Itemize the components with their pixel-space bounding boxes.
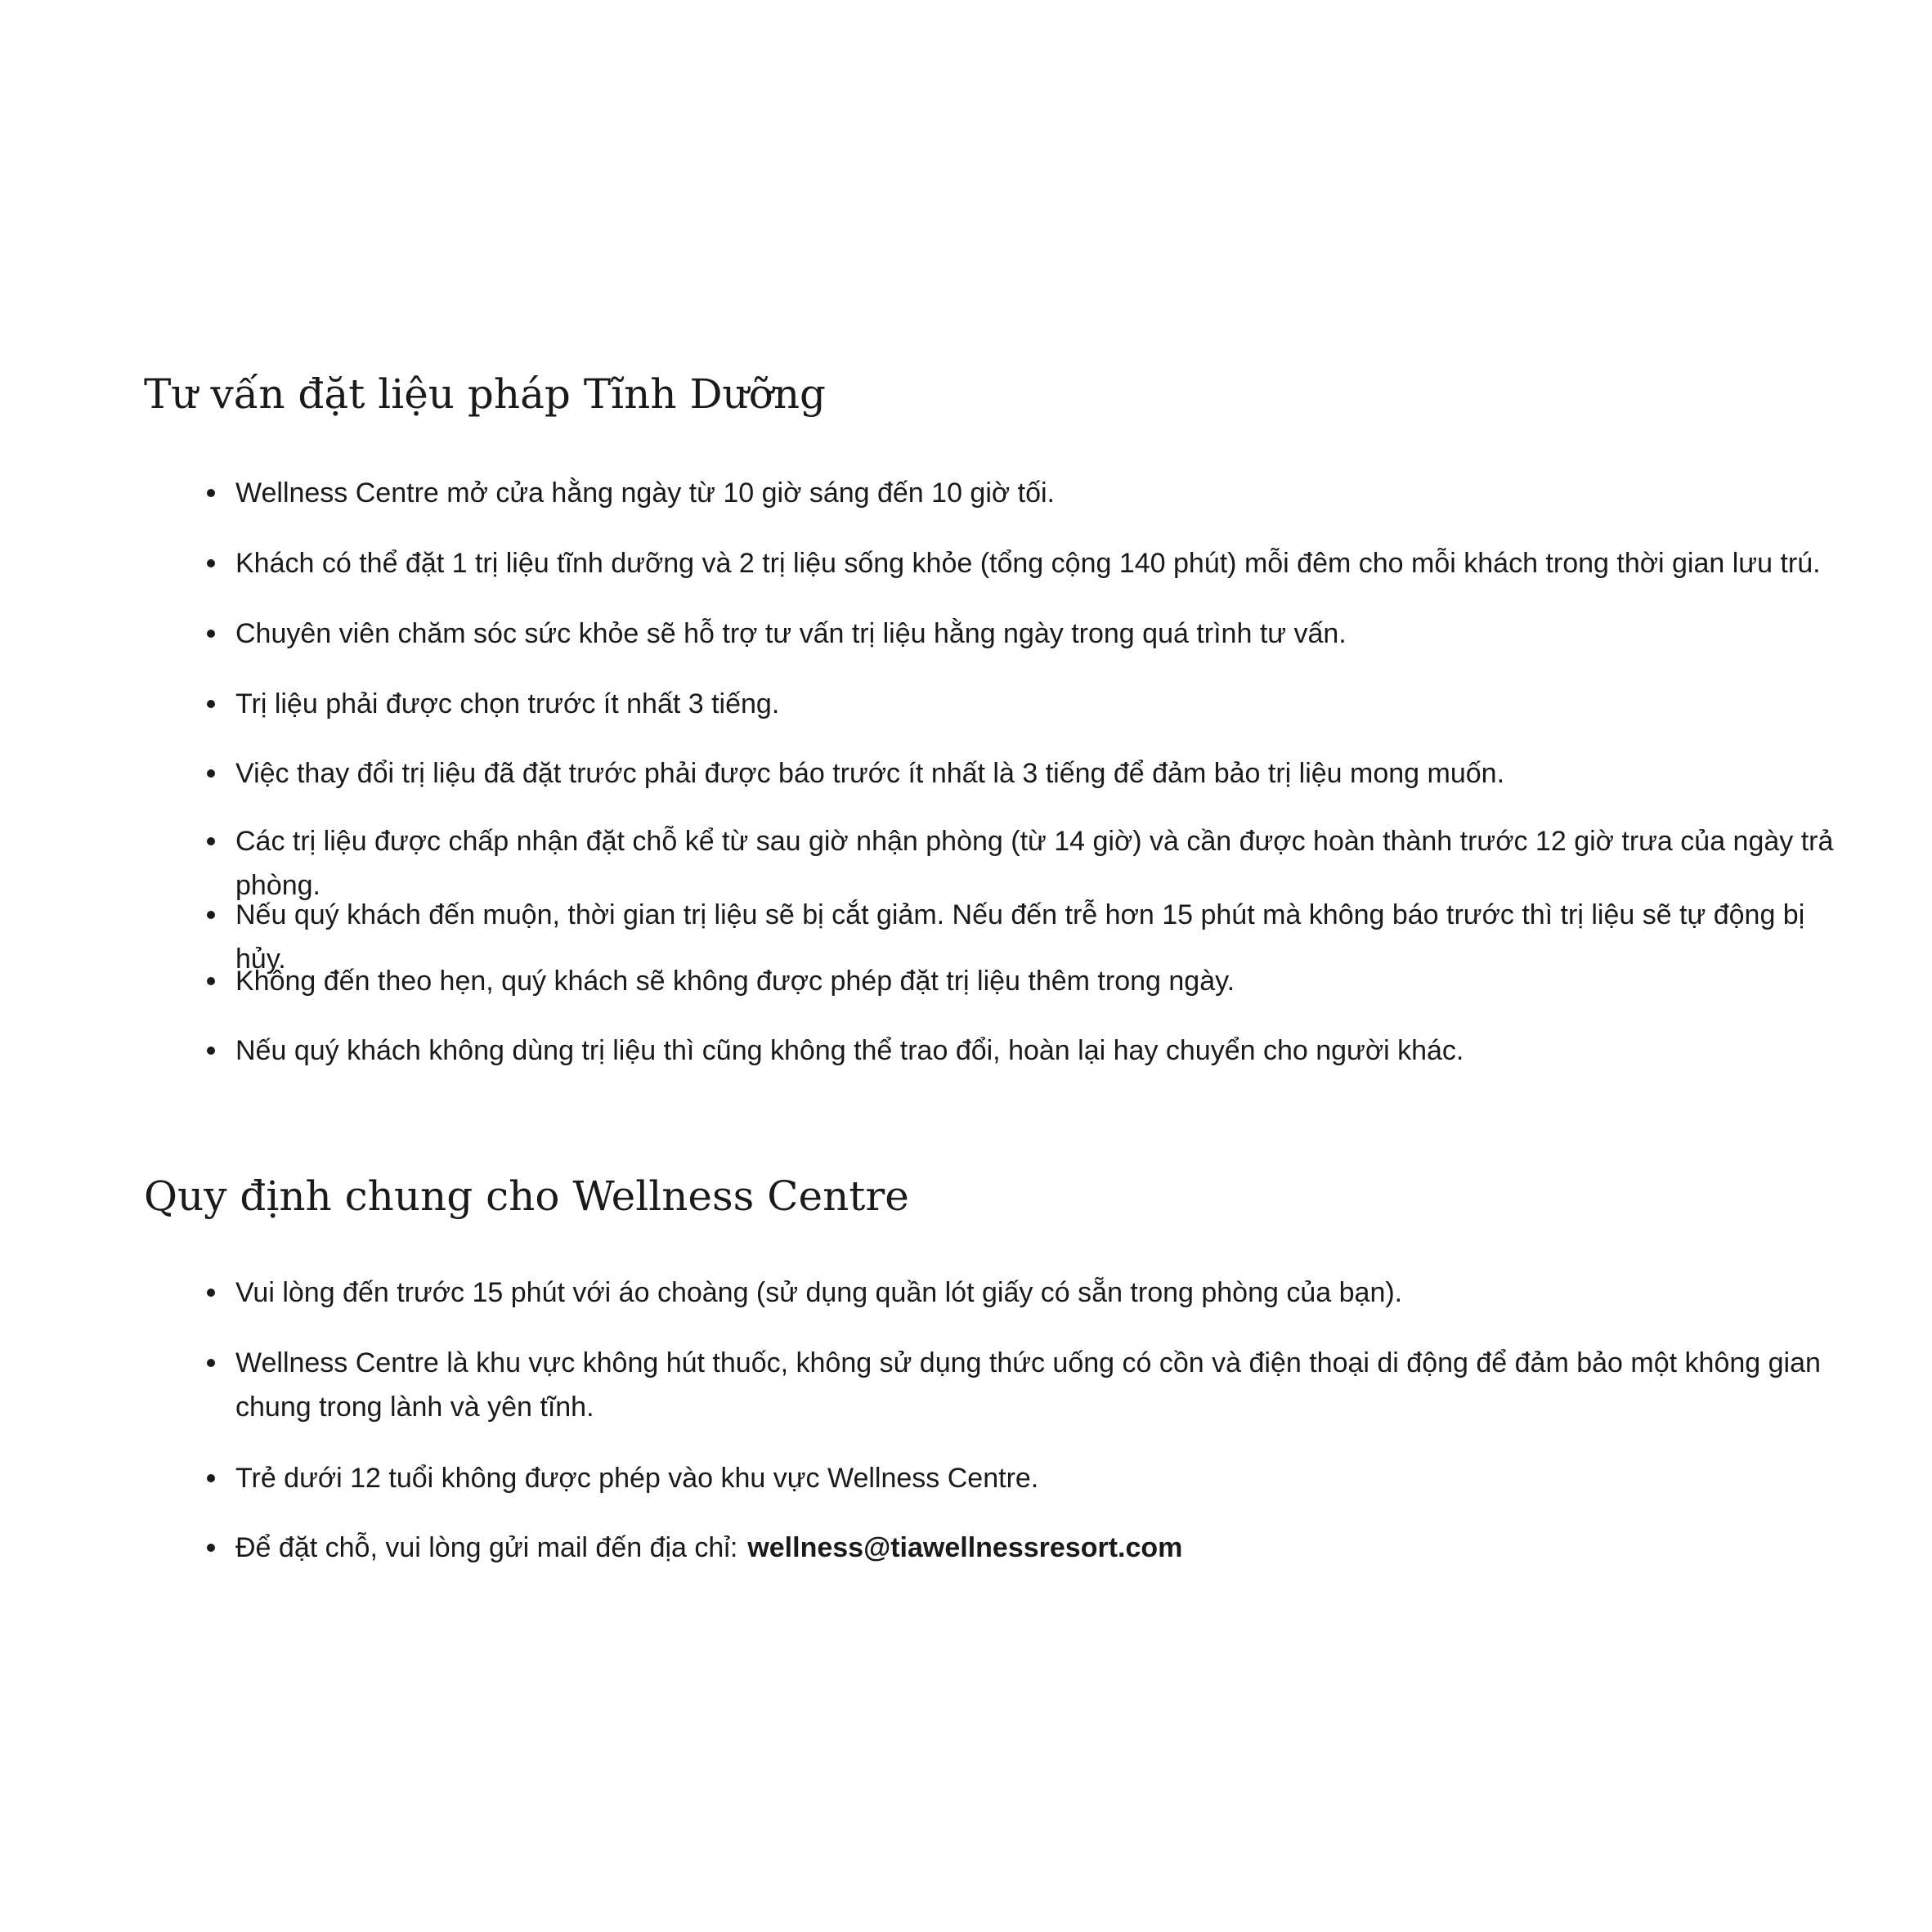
list-item: Wellness Centre là khu vực không hút thuốc, không sử dụng thức uống có cồn và điện thoại di động để đảm bảo một không gian chung trong lành và yên tĩnh.: [201, 1341, 1845, 1429]
list-item: Chuyên viên chăm sóc sức khỏe sẽ hỗ trợ tư vấn trị liệu hằng ngày trong quá trình tư vấn.: [201, 612, 1845, 656]
bullet-icon: [207, 769, 215, 778]
booking-instruction: Để đặt chỗ, vui lòng gửi mail đến địa chỉ:: [235, 1532, 738, 1563]
list-item: Không đến theo hẹn, quý khách sẽ không được phép đặt trị liệu thêm trong ngày.: [201, 959, 1845, 1003]
list-item: Trị liệu phải được chọn trước ít nhất 3 tiếng.: [201, 682, 1845, 726]
list-item: [201, 1526, 1845, 1570]
section-title-general-rules: Quy định chung cho Wellness Centre: [144, 1172, 909, 1220]
bullet-icon: [207, 1359, 215, 1367]
bullet-icon: [207, 837, 215, 845]
list-item: Việc thay đổi trị liệu đã đặt trước phải được báo trước ít nhất là 3 tiếng để đảm bảo trị liệu mong muốn.: [201, 751, 1845, 796]
list-item: Vui lòng đến trước 15 phút với áo choàng (sử dụng quần lót giấy có sẵn trong phòng của bạn).: [201, 1271, 1845, 1315]
section-title-treatment-booking: Tư vấn đặt liệu pháp Tĩnh Dưỡng: [144, 370, 827, 418]
bullet-icon: [207, 1474, 215, 1482]
booking-email-link[interactable]: wellness@tiawellnessresort.com: [747, 1532, 1183, 1563]
list-item: Các trị liệu được chấp nhận đặt chỗ kể từ sau giờ nhận phòng (từ 14 giờ) và cần được hoàn thành trước 12 giờ trưa của ngày trả phòng.: [201, 819, 1845, 908]
bullet-icon: [207, 1289, 215, 1297]
bullet-icon: [207, 977, 215, 985]
list-item: Nếu quý khách đến muộn, thời gian trị liệu sẽ bị cắt giảm. Nếu đến trễ hơn 15 phút mà không báo trước thì trị liệu sẽ tự động bị hủy.: [201, 893, 1845, 981]
bullet-icon: [207, 559, 215, 567]
list-item: Nếu quý khách không dùng trị liệu thì cũng không thể trao đổi, hoàn lại hay chuyển cho người khác.: [201, 1029, 1845, 1073]
list-item: Wellness Centre mở cửa hằng ngày từ 10 giờ sáng đến 10 giờ tối.: [201, 471, 1845, 515]
list-item: Khách có thể đặt 1 trị liệu tĩnh dưỡng và 2 trị liệu sống khỏe (tổng cộng 140 phút) mỗi đêm cho mỗi khách trong thời gian lưu trú.: [201, 541, 1845, 585]
bullet-icon: [207, 911, 215, 919]
bullet-icon: [207, 630, 215, 638]
bullet-icon: [207, 1047, 215, 1055]
bullet-icon: [207, 489, 215, 497]
list-item: Trẻ dưới 12 tuổi không được phép vào khu vực Wellness Centre.: [201, 1456, 1845, 1500]
bullet-icon: [207, 700, 215, 708]
bullet-icon: [207, 1544, 215, 1552]
